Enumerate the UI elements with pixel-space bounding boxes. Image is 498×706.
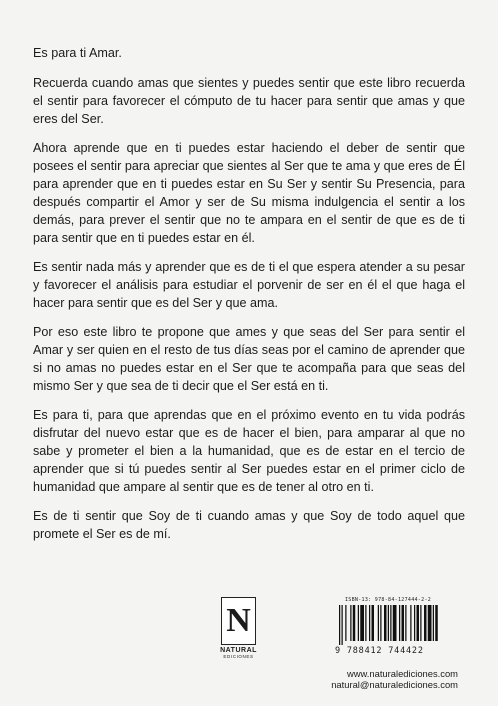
barcode-bar xyxy=(399,605,400,641)
barcode-bar xyxy=(428,605,432,641)
barcode-bar xyxy=(365,605,366,641)
publisher-logo xyxy=(218,597,259,659)
barcode-bar xyxy=(339,605,340,645)
barcode-bar xyxy=(384,605,387,641)
barcode-bar xyxy=(410,605,411,641)
barcode-bar xyxy=(393,605,397,641)
barcode-bar xyxy=(360,605,364,641)
barcode-digits: 9 788412 744422 xyxy=(335,646,424,656)
paragraph: Es sentir nada más y aprender que es de ti el que espera atender a su pesar y favorecer el análisis para estudiar el porvenir de ser en él el que haga el hacer para sentir que es del Ser y que ama. xyxy=(33,260,465,310)
barcode-bars xyxy=(335,605,439,645)
barcode xyxy=(335,597,443,656)
barcode-bar xyxy=(372,605,375,641)
barcode-bar xyxy=(390,605,391,641)
barcode-bar xyxy=(420,605,421,641)
publisher-contact xyxy=(318,668,458,690)
barcode-bar xyxy=(353,605,356,641)
barcode-bar xyxy=(350,605,351,641)
email-link[interactable]: natural@naturalediciones.com xyxy=(331,679,458,690)
isbn-text: ISBN-13: 978-84-127444-2-2 xyxy=(345,597,432,603)
barcode-bar xyxy=(358,605,359,641)
website-link[interactable]: www.naturalediciones.com xyxy=(347,668,458,679)
logo-subtitle: EDICIONES xyxy=(223,654,254,659)
barcode-bar xyxy=(388,605,389,641)
paragraph: Por eso este libro te propone que ames y que seas del Ser para sentir el Amar y ser quien en el resto de tus días seas por el camino de aprender que si no amas no puedes estar en el Ser que te acompaña para que seas del mismo Ser y que sea de ti decir que el Ser está en ti. xyxy=(33,325,465,393)
paragraph: Recuerda cuando amas que sientes y puedes sentir que este libro recuerda el sentir para favorecer el cómputo de tu hacer para sentir que amas y que eres del Ser. xyxy=(33,76,465,126)
barcode-bar xyxy=(405,605,406,641)
barcode-bar xyxy=(414,605,415,641)
back-cover-text xyxy=(33,44,465,554)
logo-frame xyxy=(221,597,256,645)
barcode-bar xyxy=(345,605,346,641)
barcode-bar xyxy=(417,605,420,641)
barcode-bar xyxy=(433,605,434,641)
barcode-bar xyxy=(342,605,343,645)
paragraph: Es para ti Amar. xyxy=(33,46,122,60)
paragraph: Ahora aprende que en ti puedes estar haciendo el deber de sentir que posees el sentir para apreciar que sientes al Ser que te ama y que eres de Él para aprender que en ti puedes estar en Su Ser y sentir Su Presencia, para después compartir el Amor y ser de Su misma indulgencia el sentir a los demás, para prever el sentir que no te ampara en el sentir de que es de ti para sentir que en ti puedes estar en él. xyxy=(33,141,465,245)
logo-letter: N xyxy=(226,602,251,639)
paragraph: Es de ti sentir que Soy de ti cuando amas y que Soy de todo aquel que promete el Ser es de mí. xyxy=(33,509,465,541)
barcode-bar xyxy=(369,605,370,641)
barcode-bar xyxy=(424,605,427,641)
paragraph: Es para ti, para que aprendas que en el próximo evento en tu vida podrás disfrutar del nuevo estar que es de hacer el bien, para amparar al que no sabe y prometer el bien a la humanidad, que es de estar en el tercio de aprender que si tú puedes sentir al Ser puedes estar en el primer ciclo de humanidad que ampare al sentir que es de tener al otro en ti. xyxy=(33,408,465,494)
barcode-bar xyxy=(378,605,379,641)
barcode-bar xyxy=(402,605,405,641)
barcode-bar xyxy=(435,605,438,641)
logo-name: NATURAL xyxy=(220,647,257,654)
barcode-bar xyxy=(380,605,381,641)
